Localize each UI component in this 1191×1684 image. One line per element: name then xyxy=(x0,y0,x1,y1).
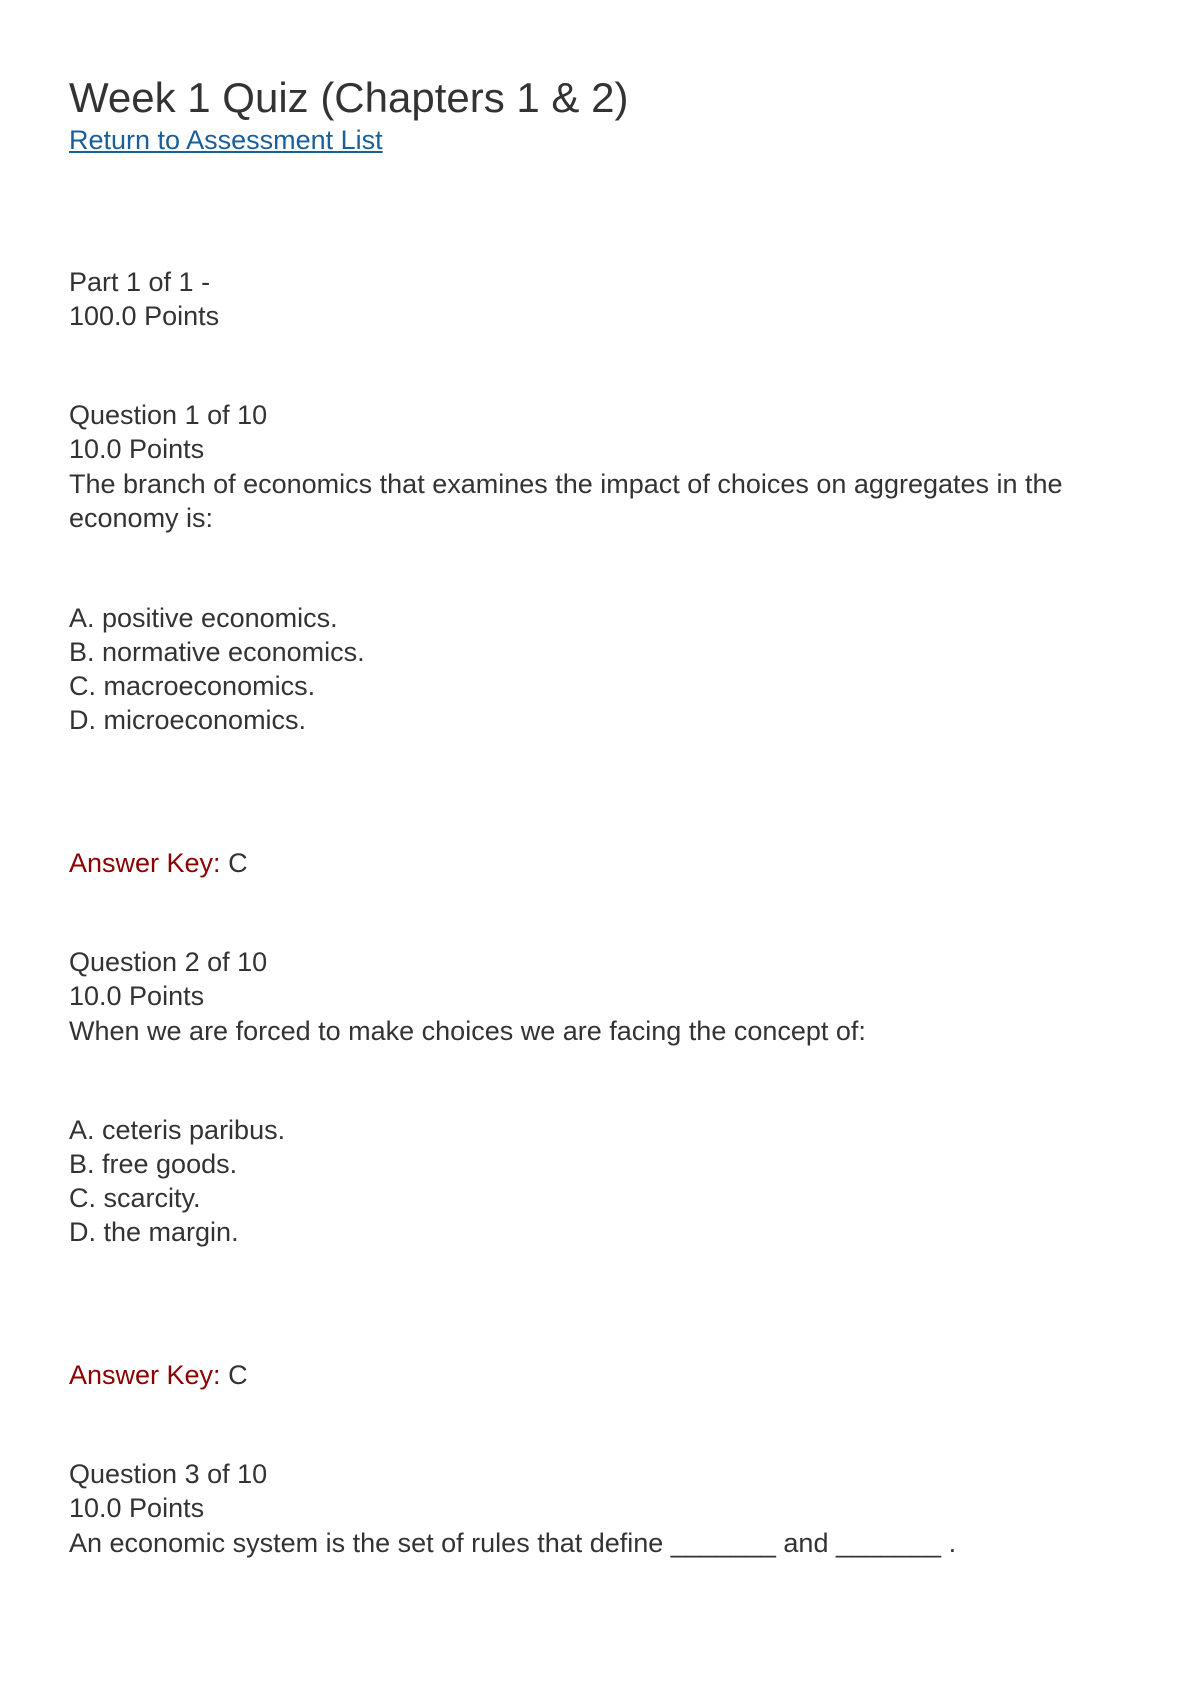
page-title: Week 1 Quiz (Chapters 1 & 2) xyxy=(69,74,629,121)
question-number: Question 3 of 10 xyxy=(69,1459,268,1489)
part-points: 100.0 Points xyxy=(69,301,220,331)
option-a: A. positive economics. xyxy=(69,603,338,633)
question-points: 10.0 Points xyxy=(69,434,205,464)
option-b: B. free goods. xyxy=(69,1149,238,1179)
option-b: B. normative economics. xyxy=(69,637,365,667)
answer-key-value: C xyxy=(228,1360,248,1390)
answer-key xyxy=(69,846,248,880)
answer-key xyxy=(69,1358,248,1392)
question-number: Question 2 of 10 xyxy=(69,947,268,977)
question-prompt: The branch of economics that examines the impact of choices on aggregates in the economy is: xyxy=(69,469,1063,533)
question-points: 10.0 Points xyxy=(69,981,205,1011)
answer-key-label: Answer Key: xyxy=(69,848,221,878)
part-label: Part 1 of 1 - xyxy=(69,267,211,297)
option-d: D. microeconomics. xyxy=(69,705,307,735)
question-points: 10.0 Points xyxy=(69,1493,205,1523)
answer-key-value: C xyxy=(228,848,248,878)
option-a: A. ceteris paribus. xyxy=(69,1115,286,1145)
return-to-assessment-list-link[interactable]: Return to Assessment List xyxy=(69,125,383,155)
question-prompt: An economic system is the set of rules that define _______ and _______ . xyxy=(69,1528,957,1558)
option-c: C. macroeconomics. xyxy=(69,671,316,701)
question-number: Question 1 of 10 xyxy=(69,400,268,430)
option-d: D. the margin. xyxy=(69,1217,239,1247)
option-c: C. scarcity. xyxy=(69,1183,201,1213)
answer-key-label: Answer Key: xyxy=(69,1360,221,1390)
question-prompt: When we are forced to make choices we are facing the concept of: xyxy=(69,1016,866,1046)
